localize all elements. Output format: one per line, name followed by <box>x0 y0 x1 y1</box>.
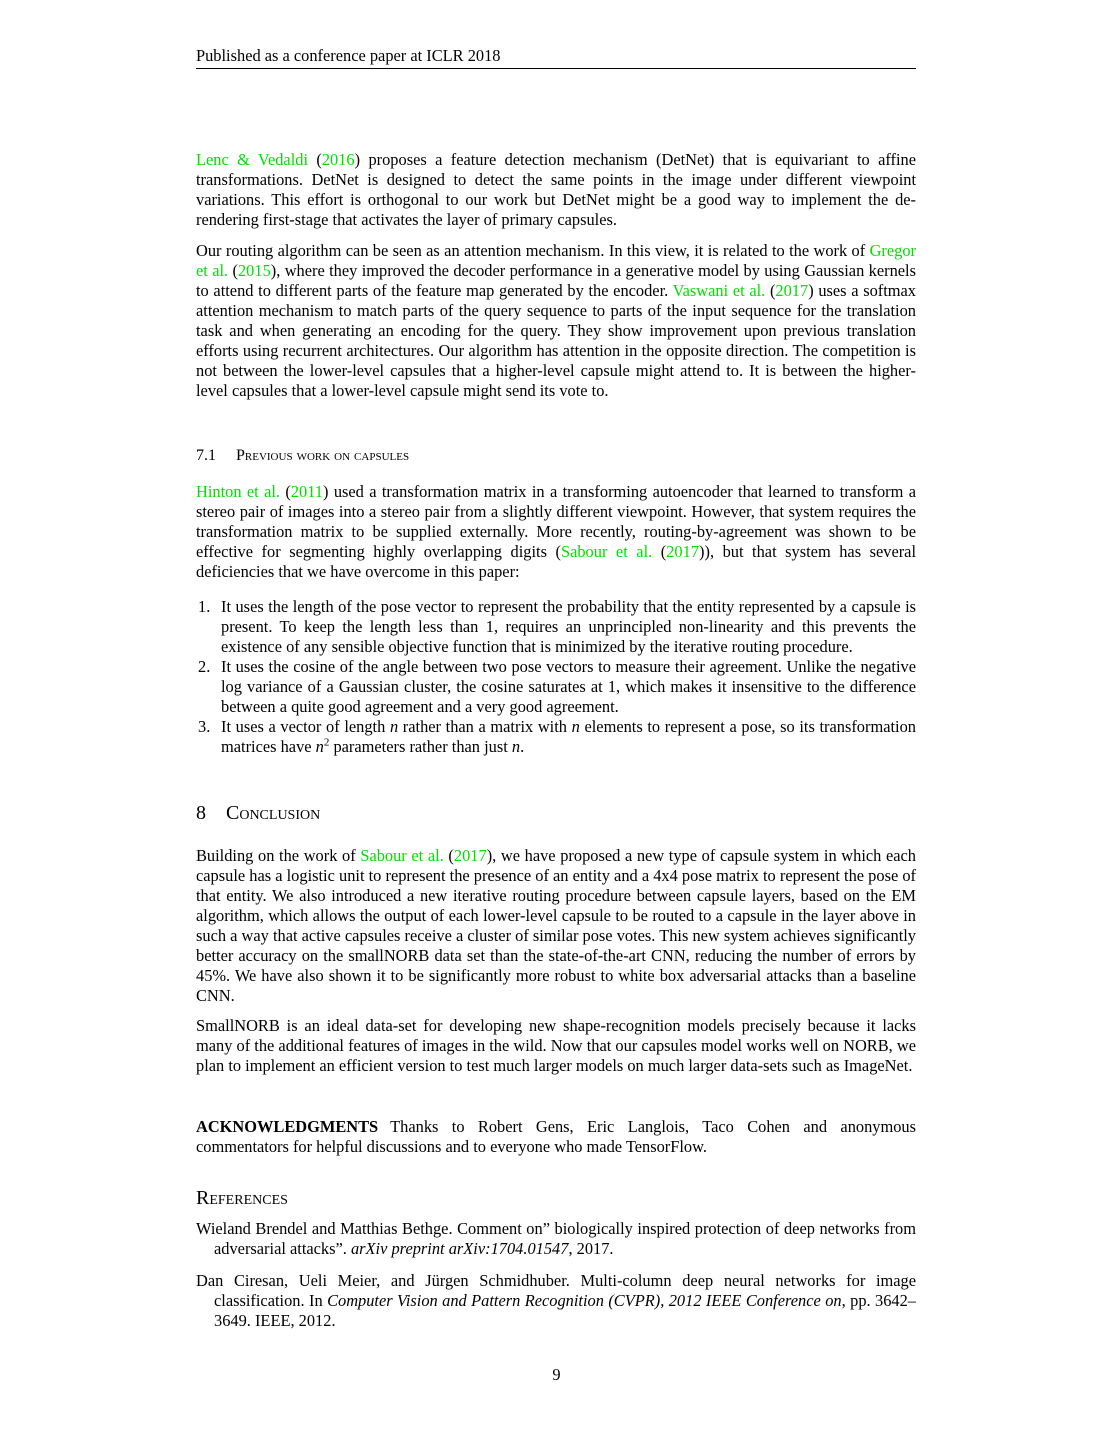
list-item: 2. It uses the cosine of the angle between two pose vectors to measure their agreement. Unlike the negative log variance of a Gaussian cluster, the cosine saturates at 1, which makes it insensitive to the difference between a quite good agreement and a very good agreement. <box>198 657 916 716</box>
paragraph-conclusion: Building on the work of Sabour et al. (2017), we have proposed a new type of capsule system in which each capsule has a logistic unit to represent the presence of an entity and a 4x4 pose matrix to represent the pose of that entity. We also introduced a new iterative routing procedure between capsule layers, based on the EM algorithm, which allows the output of each lower-level capsule to be routed to a capsule in the layer above in such a way that active capsules receive a cluster of similar pose votes. This new system achieves significantly better accuracy on the smallNORB data set than the state-of-the-art CNN, reducing the number of errors by 45%. We have also shown it to be significantly more robust to white box adversarial attacks than a baseline CNN. <box>196 846 917 1005</box>
deficiency-list <box>156 597 916 757</box>
subsection-heading: 7.1 Previous work on capsules <box>196 447 410 464</box>
citation-year-link[interactable]: 2015 <box>237 261 271 280</box>
list-item: 1. It uses the length of the pose vector to represent the probability that the entity represented by a capsule is present. To keep the length less than 1, requires an unprincipled non-linearity and this prevents the existence of any sensible objective function that is minimized by the iterative routing procedure. <box>198 597 916 656</box>
citation-link[interactable]: Sabour et al. <box>560 542 653 561</box>
running-header: Published as a conference paper at ICLR 2018 <box>196 46 916 69</box>
references-heading: References <box>196 1187 288 1209</box>
citation-year-link[interactable]: 2017 <box>453 846 487 865</box>
paragraph-previous-work: Hinton et al. (2011) used a transformation matrix in a transforming autoencoder that learned to transform a stereo pair of images into a stereo pair from a slightly different viewpoint. However, that system requires the transformation matrix to be supplied externally. More recently, routing-by-agreement was shown to be effective for segmenting highly overlapping digits (Sabour et al. (2017)), but that system has several deficiencies that we have overcome in this paper: <box>196 482 917 581</box>
citation-link[interactable]: Hinton et al. <box>196 482 280 501</box>
acknowledgments-heading: ACKNOWLEDGMENTS <box>196 1117 379 1136</box>
citation-link[interactable]: Sabour et al. <box>360 846 444 865</box>
citation-year-link[interactable]: 2017 <box>666 542 700 561</box>
list-item: 3. It uses a vector of length n rather than a matrix with n elements to represent a pose, so its transformation matrices have $n^2$ parameters rather than just n. <box>198 717 916 756</box>
citation-year-link[interactable]: 2011 <box>290 482 323 501</box>
acknowledgments: ACKNOWLEDGMENTS Thanks to Robert Gens, Eric Langlois, Taco Cohen and anonymous commentators for helpful discussions and to everyone who made TensorFlow. <box>196 1117 916 1156</box>
citation-year-link[interactable]: 2016 <box>321 150 355 169</box>
paragraph-detnet: Lenc & Vedaldi (2016) proposes a feature detection mechanism (DetNet) that is equivariant to affine transformations. DetNet is designed to detect the same points in the image under different viewpoint variations. This effort is orthogonal to our work but DetNet might be a good way to implement the de-rendering first-stage that activates the layer of primary capsules. <box>196 150 916 229</box>
citation-link[interactable]: Gregor et al. <box>196 241 916 280</box>
citation-link[interactable]: Lenc & Vedaldi <box>196 150 309 169</box>
section-heading: 8 Conclusion <box>196 802 321 824</box>
paragraph-attention: Our routing algorithm can be seen as an attention mechanism. In this view, it is related to the work of Gregor et al. (2015), where they improved the decoder performance in a generative model by using Gaussian kernels to attend to different parts of the feature map generated by the encoder. Vaswani et al. (2017) uses a softmax attention mechanism to match parts of the query sequence to parts of the input sequence for the translation task and when generating an encoding for the query. They show improvement upon previous translation efforts using recurrent architectures. Our algorithm has attention in the opposite direction. The competition is not between the lower-level capsules that a higher-level capsule might attend to. It is between the higher-level capsules that a lower-level capsule might send its vote to. <box>196 241 916 400</box>
citation-link[interactable]: Vaswani et al. <box>672 281 766 300</box>
citation-year-link[interactable]: 2017 <box>775 281 809 300</box>
paragraph-future-work: SmallNORB is an ideal data-set for developing new shape-recognition models precisely because it lacks many of the additional features of images in the wild. Now that our capsules model works well on NORB, we plan to implement an efficient version to test much larger models on much larger data-sets such as ImageNet. <box>196 1016 916 1075</box>
reference-entry: Wieland Brendel and Matthias Bethge. Comment on” biologically inspired protection of deep networks from adversarial attacks”. arXiv preprint arXiv:1704.01547, 2017. <box>196 1219 916 1258</box>
page-number: 9 <box>552 1365 561 1384</box>
reference-entry: Dan Ciresan, Ueli Meier, and Jürgen Schmidhuber. Multi-column deep neural networks for image classification. In Computer Vision and Pattern Recognition (CVPR), 2012 IEEE Conference on, pp. 3642–3649. IEEE, 2012. <box>196 1271 917 1330</box>
